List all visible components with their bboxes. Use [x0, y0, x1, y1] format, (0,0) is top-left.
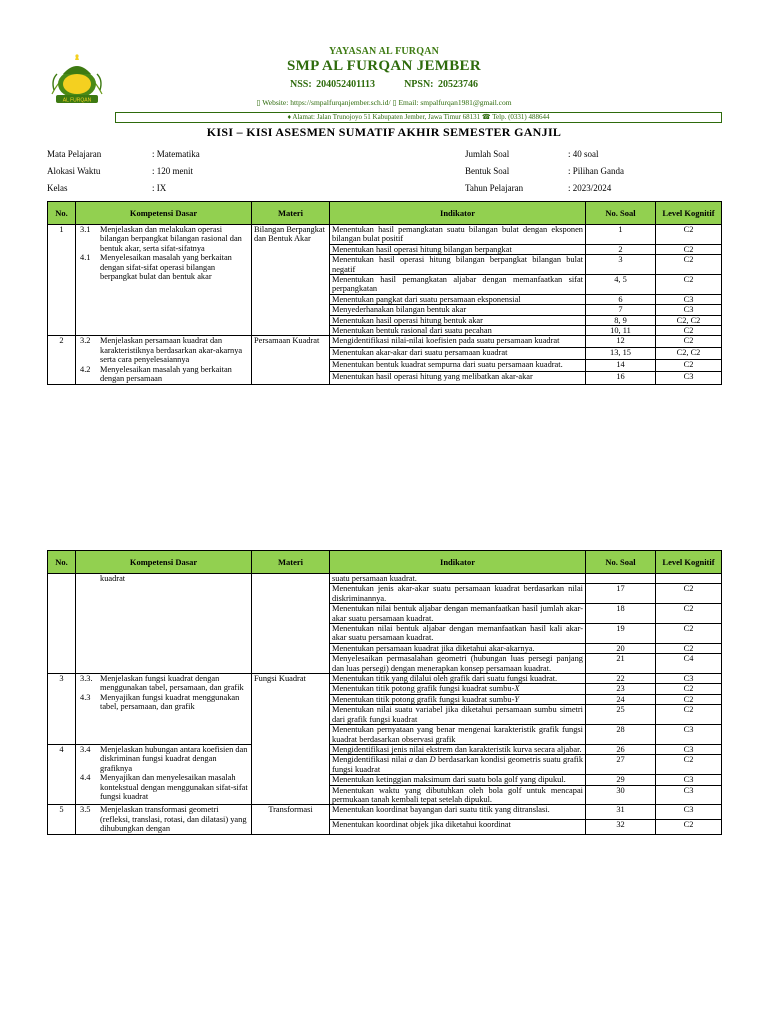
no-soal-cell: 18 [586, 604, 656, 624]
school-name: SMP AL FURQAN JEMBER [287, 58, 481, 74]
no-soal-cell: 32 [586, 819, 656, 834]
indikator-cell: Menyederhanakan bilangan bentuk akar [330, 305, 586, 315]
col-header-kd: Kompetensi Dasar [76, 551, 252, 574]
row-number: 4 [48, 744, 76, 804]
kd-text: Menyajikan fungsi kuadrat menggunakan tabel, persamaan, dan grafik [100, 692, 240, 712]
info-label-duration: Alokasi Waktu [47, 166, 101, 176]
indikator-cell: Menentukan akar-akar dari suatu persamaan kuadrat [330, 348, 586, 360]
no-soal-cell: 19 [586, 624, 656, 644]
materi-cell: Fungsi Kuadrat [252, 674, 330, 805]
level-cell: C2 [656, 584, 722, 604]
document-title: KISI – KISI ASESMEN SUMATIF AKHIR SEMESTER GANJIL [206, 125, 562, 139]
math-variable: a [408, 755, 413, 765]
kd-text: Menyelesaikan masalah yang berkaitan dengan persamaan [100, 364, 232, 384]
col-header-level: Level Kognitif [656, 551, 722, 574]
col-header-materi: Materi [252, 202, 330, 225]
kd-code: 4.4 [80, 773, 91, 783]
kompetensi-dasar-cell [76, 805, 252, 834]
row-number: 1 [48, 225, 76, 336]
indikator-cell: Menyelesaikan permasalahan geometri (hubungan luas persegi panjang dan luas persegi) dengan menerapkan konsep persamaan kuadrat. [330, 654, 586, 674]
indikator-cell: Menentukan jenis akar-akar suatu persamaan kuadrat berdasarkan nilai diskriminannya. [330, 584, 586, 604]
level-cell: C2 [656, 336, 722, 348]
kisi-table-page-2 [47, 550, 722, 835]
materi-cell: Persamaan Kuadrat [252, 336, 330, 384]
kd-item [78, 773, 249, 801]
row-number: 5 [48, 805, 76, 834]
col-header-materi: Materi [252, 551, 330, 574]
no-soal-cell: 31 [586, 805, 656, 820]
col-header-kd: Kompetensi Dasar [76, 202, 252, 225]
no-soal-cell: 21 [586, 654, 656, 674]
axis-variable: Y [514, 694, 520, 704]
level-cell: C3 [656, 785, 722, 805]
level-cell: C2 [656, 604, 722, 624]
no-soal-cell: 13, 15 [586, 348, 656, 360]
axis-variable: X [514, 684, 520, 694]
indikator-cell: Menentukan pernyataan yang benar mengenai karakteristik grafik fungsi kuadrat berdasarkan observasi grafik [330, 725, 586, 745]
row-number: 3 [48, 674, 76, 745]
level-cell: C2, C2 [656, 348, 722, 360]
no-soal-cell: 10, 11 [586, 326, 656, 336]
info-value-school-year: : 2023/2024 [568, 183, 612, 193]
level-cell: C2 [656, 684, 722, 694]
level-cell: C2 [656, 694, 722, 704]
col-header-no: No. [48, 202, 76, 225]
indikator-cell: Menentukan hasil operasi hitung bentuk akar [330, 315, 586, 325]
no-soal-cell: 7 [586, 305, 656, 315]
indikator-cell: Menentukan titik yang dilalui oleh grafik dari suatu fungsi kuadrat. [330, 674, 586, 684]
kompetensi-dasar-cell [76, 574, 252, 674]
materi-cell: Bilangan Berpangkat dan Bentuk Akar [252, 225, 330, 336]
table-header-row [48, 202, 722, 225]
info-value-subject: : Matematika [152, 149, 200, 159]
kd-text: Menjelaskan dan melakukan operasi bilangan berpangkat bilangan rasional dan bentuk akar, serta sifat-sifatnya [100, 225, 242, 253]
indikator-cell: Mengidentifikasi nilai a dan D berdasarkan kondisi geometris suatu grafik fungsi kuadrat [330, 755, 586, 775]
no-soal-cell: 20 [586, 643, 656, 653]
col-header-no: No. [48, 551, 76, 574]
kd-item [78, 574, 249, 583]
kd-item [78, 745, 249, 773]
kompetensi-dasar-cell [76, 674, 252, 745]
kd-text: Menyelesaikan masalah yang berkaitan dengan sifat-sifat operasi bilangan berpangkat bulat dan bentuk akar [100, 253, 232, 282]
indikator-cell: Menentukan hasil operasi hitung bilangan berpangkat [330, 244, 586, 254]
indikator-cell: Menentukan hasil operasi hitung bilangan berpangkat bilangan bulat negatif [330, 255, 586, 275]
col-header-level: Level Kognitif [656, 202, 722, 225]
kd-text: Menjelaskan hubungan antara koefisien dan diskriminan fungsi kuadrat dengan grafiknya [100, 744, 248, 773]
col-header-indikator: Indikator [330, 202, 586, 225]
level-cell: C2 [656, 819, 722, 834]
level-cell: C3 [656, 305, 722, 315]
kd-item [78, 674, 249, 693]
indikator-cell: Menentukan koordinat bayangan dari suatu titik yang ditranslasi. [330, 805, 586, 820]
foundation-name: YAYASAN AL FURQAN [328, 46, 440, 57]
table-row [48, 805, 722, 820]
kd-item [78, 336, 249, 364]
row-number: 2 [48, 336, 76, 384]
level-cell: C2 [656, 755, 722, 775]
indikator-cell: Menentukan koordinat objek jika diketahui koordinat [330, 819, 586, 834]
level-cell: C4 [656, 654, 722, 674]
level-cell: C3 [656, 805, 722, 820]
kd-item [78, 253, 249, 281]
level-cell: C2 [656, 275, 722, 295]
col-header-no-soal: No. Soal [586, 551, 656, 574]
level-cell: C2 [656, 360, 722, 372]
info-label-school-year: Tahun Pelajaran [465, 183, 524, 193]
no-soal-cell: 22 [586, 674, 656, 684]
no-soal-cell: 4, 5 [586, 275, 656, 295]
no-soal-cell: 12 [586, 336, 656, 348]
no-soal-cell: 2 [586, 244, 656, 254]
indikator-cell: Menentukan titik potong grafik fungsi kuadrat sumbu-X [330, 684, 586, 694]
indikator-cell: Menentukan nilai bentuk aljabar dengan memanfaatkan hasil kali akar-akar suatu persamaan kuadrat. [330, 624, 586, 644]
no-soal-cell: 25 [586, 705, 656, 725]
indikator-cell: Menentukan hasil pemangkatan aljabar dengan memanfaatkan sifat perpangkatan [330, 275, 586, 295]
kompetensi-dasar-cell [76, 336, 252, 384]
no-soal-cell: 8, 9 [586, 315, 656, 325]
kd-text: Menjelaskan transformasi geometri (refleksi, translasi, rotasi, dan dilatasi) yang dihubungkan dengan [100, 805, 247, 834]
indikator-cell: Menentukan ketinggian maksimum dari suatu bola golf yang dipukul. [330, 775, 586, 785]
table-row [48, 336, 722, 348]
kd-text: Menjelaskan persamaan kuadrat dan karakteristiknya berdasarkan akar-akarnya serta cara penyelesaiannya [100, 336, 243, 365]
info-label-question-type: Bentuk Soal [465, 166, 510, 176]
level-cell: C2 [656, 705, 722, 725]
col-header-no-soal: No. Soal [586, 202, 656, 225]
no-soal-cell: 1 [586, 225, 656, 245]
indikator-cell: Menentukan pangkat dari suatu persamaan eksponensial [330, 294, 586, 304]
table-row [48, 574, 722, 584]
level-cell: C2 [656, 225, 722, 245]
kisi-table-page-1 [47, 201, 722, 385]
indikator-cell: Menentukan nilai bentuk aljabar dengan memanfaatkan hasil jumlah akar-akar suatu persamaan kuadrat. [330, 604, 586, 624]
indikator-cell: Menentukan titik potong grafik fungsi kuadrat sumbu-Y [330, 694, 586, 704]
npsn-number: NPSN: 20523746 [404, 79, 479, 90]
info-label-subject: Mata Pelajaran [47, 149, 102, 159]
table-row [48, 744, 722, 754]
kd-text: Menjelaskan fungsi kuadrat dengan menggunakan tabel, persamaan, dan grafik [100, 674, 244, 693]
no-soal-cell: 28 [586, 725, 656, 745]
no-soal-cell: 16 [586, 372, 656, 384]
no-soal-cell: 26 [586, 744, 656, 754]
level-cell: C3 [656, 744, 722, 754]
kd-item [78, 805, 249, 833]
info-value-class: : IX [152, 183, 167, 193]
kd-code: 4.2 [80, 364, 91, 374]
level-cell: C2 [656, 326, 722, 336]
indikator-cell: Mengidentifikasi nilai-nilai koefisien pada suatu persamaan kuadrat [330, 336, 586, 348]
kd-text: Menyajikan dan menyelesaikan masalah kontekstual dengan menggunakan sifat-sifat fungsi kuadrat [100, 773, 248, 801]
no-soal-cell: 6 [586, 294, 656, 304]
address-bar: ♦ Alamat: Jalan Trunojoyo 51 Kabupaten Jember, Jawa Timur 68131 ☎ Telp. (0331) 488644 [115, 112, 722, 123]
no-soal-cell [586, 574, 656, 584]
math-variable: D [429, 755, 436, 765]
no-soal-cell: 17 [586, 584, 656, 604]
no-soal-cell: 23 [586, 684, 656, 694]
indikator-cell: suatu persamaan kuadrat. [330, 574, 586, 584]
kd-code: 3.2 [80, 336, 91, 346]
no-soal-cell: 30 [586, 785, 656, 805]
info-value-question-type: : Pilihan Ganda [568, 166, 624, 176]
level-cell: C2 [656, 255, 722, 275]
info-value-question-count: : 40 soal [568, 149, 599, 159]
kd-code: 3.1 [80, 225, 91, 234]
no-soal-cell: 27 [586, 755, 656, 775]
indikator-cell: Menentukan nilai suatu variabel jika diketahui persamaan sumbu simetri dari grafik fungsi kuadrat [330, 705, 586, 725]
no-soal-cell: 14 [586, 360, 656, 372]
kd-item [78, 365, 249, 384]
no-soal-cell: 3 [586, 255, 656, 275]
indikator-cell: Menentukan hasil operasi hitung yang melibatkan akar-akar [330, 372, 586, 384]
table-row [48, 225, 722, 245]
kd-text: kuadrat [100, 574, 126, 583]
row-number [48, 574, 76, 674]
info-label-question-count: Jumlah Soal [465, 149, 510, 159]
level-cell: C3 [656, 674, 722, 684]
kd-code: 3.5 [80, 805, 91, 815]
contact-line: ▯ Website: https://smpalfurqanjember.sch.id/ ▯ Email: smpalfurqan1981@gmail.com [256, 98, 512, 107]
level-cell: C3 [656, 372, 722, 384]
indikator-cell: Menentukan persamaan kuadrat jika diketahui akar-akarnya. [330, 643, 586, 653]
no-soal-cell: 24 [586, 694, 656, 704]
kd-item [78, 693, 249, 712]
school-ids [0, 79, 768, 90]
level-cell: C2 [656, 624, 722, 644]
kd-code: 3.3. [80, 674, 93, 684]
level-cell [656, 574, 722, 584]
materi-cell: Transformasi [252, 805, 330, 834]
indikator-cell: Menentukan bentuk rasional dari suatu pecahan [330, 326, 586, 336]
indikator-cell: Menentukan hasil pemangkatan suatu bilangan bulat dengan eksponen bilangan bulat positif [330, 225, 586, 245]
nss-number: NSS: 204052401113 [289, 79, 376, 90]
info-label-class: Kelas [47, 183, 68, 193]
kompetensi-dasar-cell [76, 744, 252, 804]
level-cell: C3 [656, 294, 722, 304]
kompetensi-dasar-cell [76, 225, 252, 336]
col-header-indikator: Indikator [330, 551, 586, 574]
indikator-cell: Menentukan waktu yang dibutuhkan oleh bola golf untuk mencapai permukaan tanah kembali tepat setelah dipukul. [330, 785, 586, 805]
kd-code: 3.4 [80, 744, 91, 754]
level-cell: C3 [656, 725, 722, 745]
level-cell: C2 [656, 244, 722, 254]
table-header-row [48, 551, 722, 574]
kd-code: 4.3 [80, 692, 91, 702]
kd-item [78, 225, 249, 253]
no-soal-cell: 29 [586, 775, 656, 785]
indikator-cell: Menentukan bentuk kuadrat sempurna dari suatu persamaan kuadrat. [330, 360, 586, 372]
kd-code: 4.1 [80, 253, 91, 263]
table-row [48, 674, 722, 684]
indikator-cell: Mengidentifikasi jenis nilai ekstrem dan karakteristik kurva secara aljabar. [330, 744, 586, 754]
level-cell: C2, C2 [656, 315, 722, 325]
level-cell: C3 [656, 775, 722, 785]
info-value-duration: : 120 menit [152, 166, 193, 176]
logo-ribbon-text: AL FURQAN [62, 97, 92, 104]
level-cell: C2 [656, 643, 722, 653]
materi-cell [252, 574, 330, 674]
